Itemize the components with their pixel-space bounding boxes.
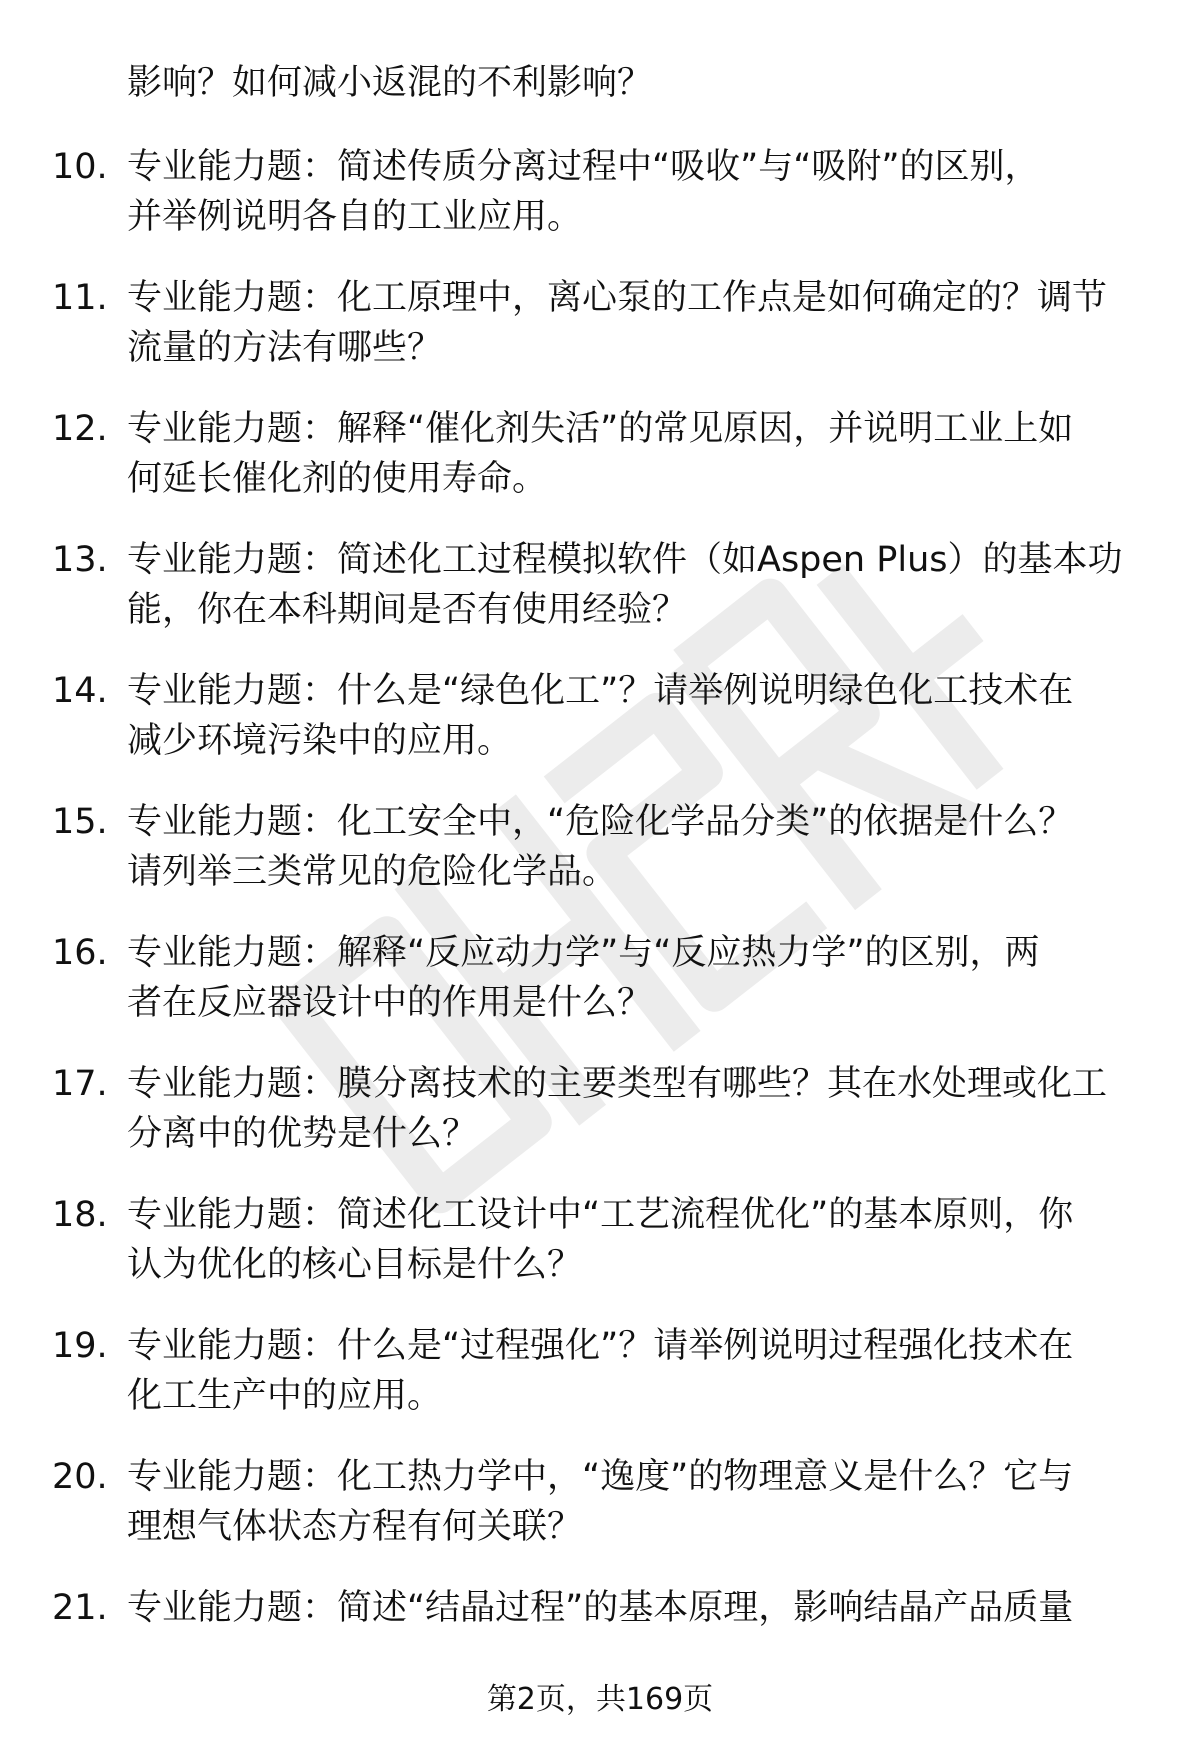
question-line: 专业能力题：化工原理中，离心泵的工作点是如何确定的？调节 — [127, 278, 1108, 318]
question-number: 15. — [52, 802, 108, 842]
question-list — [0, 142, 1200, 1714]
question-number: 20. — [52, 1457, 108, 1497]
question-text — [127, 1190, 1147, 1290]
question-line: 专业能力题：什么是“过程强化”？请举例说明过程强化技术在 — [127, 1326, 1074, 1366]
question-number: 13. — [52, 540, 108, 580]
question-number: 21. — [52, 1588, 108, 1628]
question-line: 专业能力题：化工安全中，“危险化学品分类”的依据是什么？ — [127, 802, 1074, 842]
question-line: 减少环境污染中的应用。 — [127, 721, 513, 761]
question-number: 19. — [52, 1326, 108, 1366]
question-line: 能，你在本科期间是否有使用经验？ — [127, 590, 688, 630]
question-line: 专业能力题：解释“反应动力学”与“反应热力学”的区别，两 — [127, 933, 1040, 973]
question-number: 10. — [52, 147, 108, 187]
question-text — [127, 666, 1147, 766]
question-text — [127, 1583, 1147, 1633]
question-number: 14. — [52, 671, 108, 711]
continued-question-text: 影响？如何减小返混的不利影响？ — [127, 63, 653, 103]
question-line: 专业能力题：简述化工过程模拟软件（如Aspen Plus）的基本功 — [127, 540, 1123, 580]
question-text — [127, 1059, 1147, 1159]
question-line: 专业能力题：什么是“绿色化工”？请举例说明绿色化工技术在 — [127, 671, 1074, 711]
question-line: 流量的方法有哪些？ — [127, 328, 443, 368]
question-line: 专业能力题：简述传质分离过程中“吸收”与“吸附”的区别， — [127, 147, 1040, 187]
question-item — [0, 535, 1200, 666]
question-item — [0, 404, 1200, 535]
question-text — [127, 797, 1147, 897]
question-text — [127, 1321, 1147, 1421]
question-text — [127, 1452, 1147, 1552]
question-text — [127, 928, 1147, 1028]
question-line: 专业能力题：解释“催化剂失活”的常见原因，并说明工业上如 — [127, 409, 1074, 449]
question-line: 专业能力题：膜分离技术的主要类型有哪些？其在水处理或化工 — [127, 1064, 1108, 1104]
question-line: 专业能力题：化工热力学中，“逸度”的物理意义是什么？它与 — [127, 1457, 1074, 1497]
question-line: 理想气体状态方程有何关联？ — [127, 1507, 583, 1547]
question-text — [127, 142, 1147, 242]
question-number: 12. — [52, 409, 108, 449]
question-item — [0, 142, 1200, 273]
question-item — [0, 1059, 1200, 1190]
question-line: 专业能力题：简述“结晶过程”的基本原理，影响结晶产品质量 — [127, 1588, 1074, 1628]
question-number: 17. — [52, 1064, 108, 1104]
question-item — [0, 1190, 1200, 1321]
question-line: 认为优化的核心目标是什么？ — [127, 1245, 583, 1285]
question-line: 者在反应器设计中的作用是什么？ — [127, 983, 653, 1023]
question-line: 请列举三类常见的危险化学品。 — [127, 852, 618, 892]
question-item — [0, 1321, 1200, 1452]
question-line: 并举例说明各自的工业应用。 — [127, 197, 583, 237]
question-item — [0, 1452, 1200, 1583]
question-text — [127, 273, 1147, 373]
question-line: 化工生产中的应用。 — [127, 1376, 443, 1416]
page-number: 第2页，共169页 — [486, 1682, 714, 1717]
question-number: 16. — [52, 933, 108, 973]
question-text — [127, 535, 1147, 635]
question-number: 11. — [52, 278, 108, 318]
question-text — [127, 404, 1147, 504]
question-item — [0, 666, 1200, 797]
question-line: 何延长催化剂的使用寿命。 — [127, 459, 548, 499]
question-item — [0, 928, 1200, 1059]
question-item — [0, 797, 1200, 928]
question-line: 专业能力题：简述化工设计中“工艺流程优化”的基本原则，你 — [127, 1195, 1074, 1235]
question-item — [0, 273, 1200, 404]
question-line: 分离中的优势是什么？ — [127, 1114, 478, 1154]
question-number: 18. — [52, 1195, 108, 1235]
